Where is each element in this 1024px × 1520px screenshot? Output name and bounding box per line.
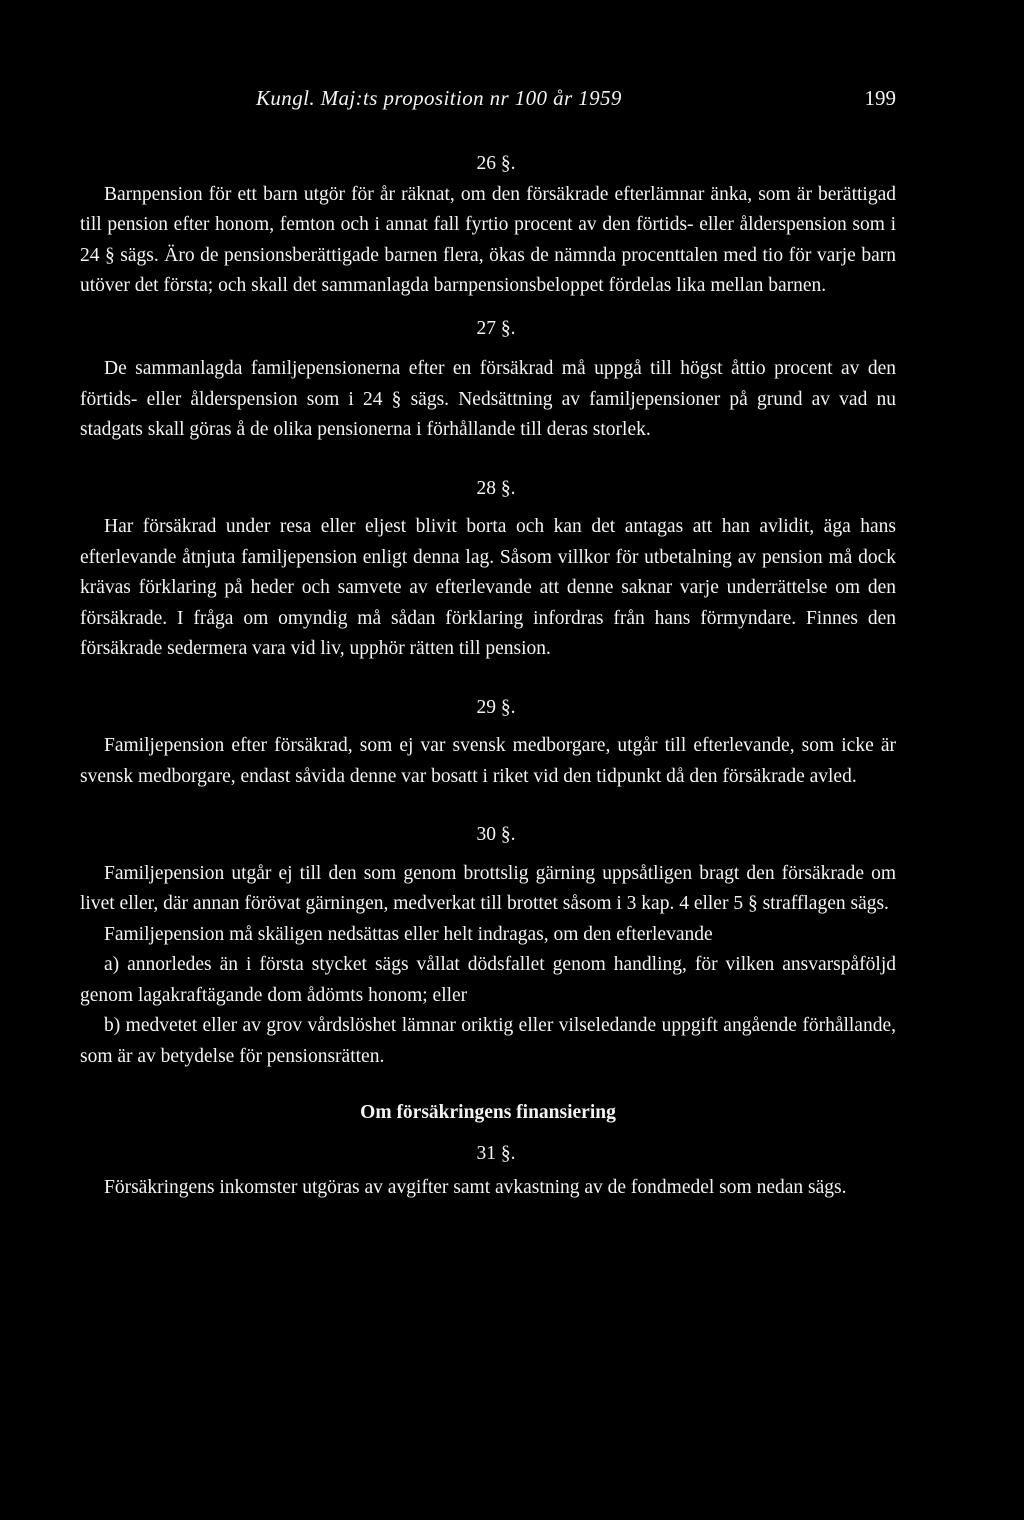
section-29-number: 29 §. <box>476 696 516 718</box>
section-31-text: Försäkringens inkomster utgöras av avgifter samt avkastning av de fondmedel som nedan sägs. <box>104 1177 847 1198</box>
section-30-paragraph-1: Familjepension utgår ej till den som genom brottslig gärning uppsåtligen bragt den försäkrade om livet eller, där annan förövat gärningen, medverkat till brottet såsom i 3 kap. 4 eller 5 § strafflagen sägs. <box>80 862 896 914</box>
page-number: 199 <box>864 86 896 110</box>
section-28-number: 28 §. <box>476 477 516 499</box>
chapter-heading: Om försäkringens finansiering <box>360 1102 616 1123</box>
section-26-number: 26 §. <box>476 153 516 174</box>
page-header <box>80 86 896 116</box>
section-30-item-b: b) medvetet eller av grov vårdslöshet lämnar oriktig eller vilseledande uppgift angående förhållande, som är av betydelse för pensionsrätten. <box>80 1015 896 1067</box>
section-29-text: Familjepension efter försäkrad, som ej var svensk medborgare, utgår till efterlevande, som icke är svensk medborgare, endast såvida denne var bosatt i riket vid den tidpunkt då den försäkrade avled. <box>80 735 896 787</box>
section-27-text: De sammanlagda familjepensionerna efter en försäkrad må uppgå till högst åttio procent av den förtids- eller ålderspension som i 24 § sägs. Nedsättning av familjepensioner på grund av vad nu stadgats skall göras å de olika pensionerna i förhållande till deras storlek. <box>80 358 896 440</box>
section-26-text: Barnpension för ett barn utgör för år räknat, om den försäkrade efterlämnar änka, som är berättigad till pension efter honom, femton och i annat fall fyrtio procent av den förtids- eller ålderspension som i 24 § sägs. Äro de pensionsberättigade barnen flera, ökas de nämnda procenttalen med tio för varje barn utöver det första; och skall det sammanlagda barnpensionsbeloppet fördelas lika mellan barnen. <box>80 183 896 296</box>
section-30-item-a: a) annorledes än i första stycket sägs vållat dödsfallet genom handling, för vilken ansvarspåföljd genom lagakraftägande dom ådömts honom; eller <box>80 954 896 1006</box>
section-30-paragraph-2: Familjepension må skäligen nedsättas eller helt indragas, om den efterlevande <box>104 923 713 945</box>
section-28-text: Har försäkrad under resa eller eljest blivit borta och kan det antagas att han avlidit, äga hans efterlevande åtnjuta familjepension enligt denna lag. Såsom villkor för utbetalning av pension må dock krävas förklaring på heder och samvete av efterlevande att denne saknar varje underrättelse om den försäkrade. I fråga om omyndig må sådan förklaring infordras från hans förmyndare. Finnes den försäkrade sedermera vara vid liv, upphör rätten till pension. <box>80 516 896 659</box>
section-27-number: 27 §. <box>476 317 516 339</box>
section-31-number: 31 §. <box>476 1142 516 1164</box>
running-title: Kungl. Maj:ts proposition nr 100 år 1959 <box>256 86 622 110</box>
section-30-number: 30 §. <box>476 824 516 845</box>
document-body <box>80 149 896 1204</box>
